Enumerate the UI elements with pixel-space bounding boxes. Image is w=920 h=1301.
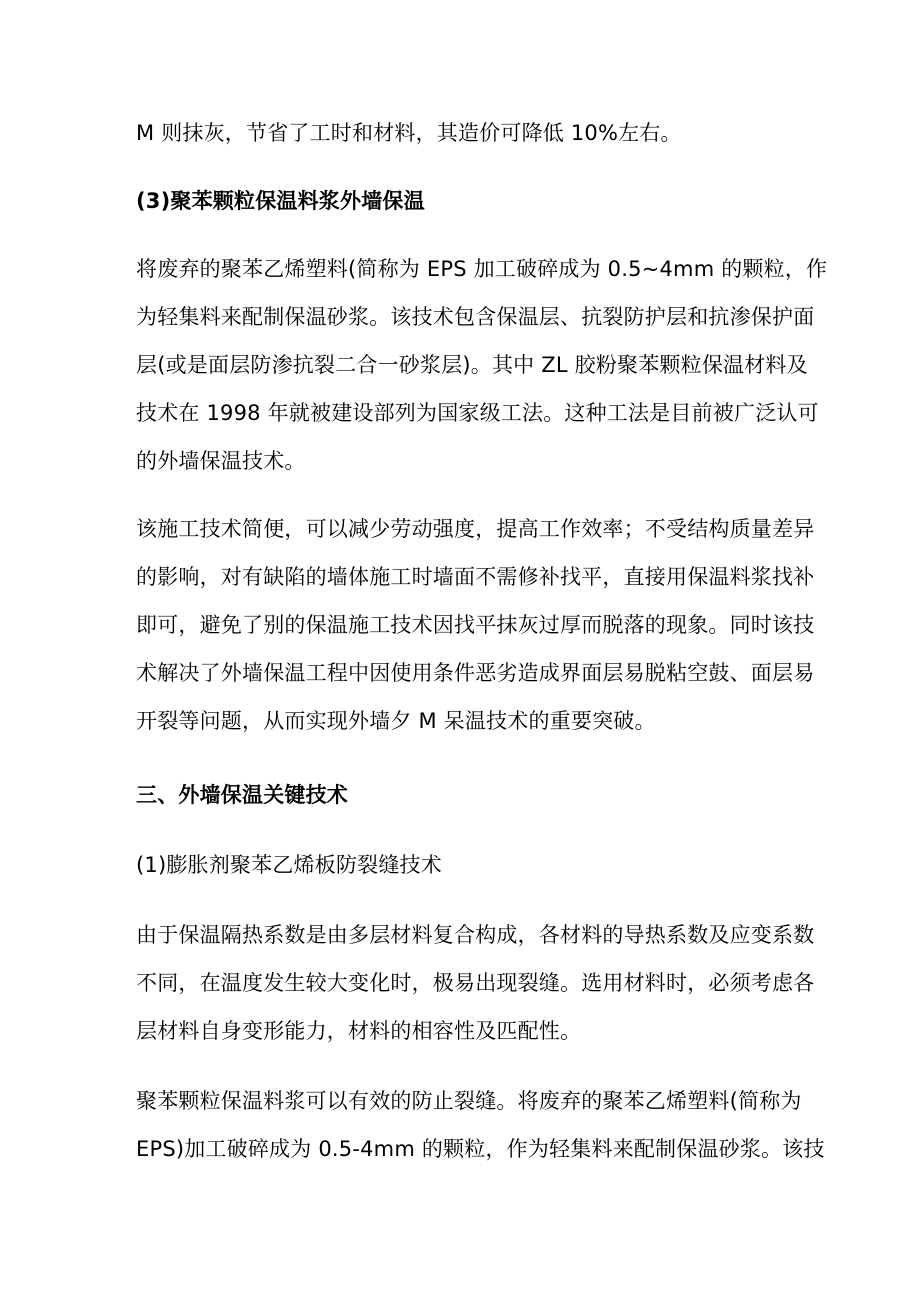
text-line: EPS)加工破碎成为 0.5-4mm 的颗粒，作为轻集料来配制保温砂浆。该技	[136, 1137, 825, 1161]
text-line: 即可，避免了别的保温施工技术因找平抹灰过厚而脱落的现象。同时该技	[136, 613, 815, 637]
text-line: 为轻集料来配制保温砂浆。该技术包含保温层、抗裂防护层和抗渗保护面	[136, 305, 815, 329]
text-line: 的外墙保温技术。	[136, 449, 306, 473]
text-line: M 则抹灰，节省了工时和材料，其造价可降低 10%左右。	[136, 121, 682, 145]
text-line: 技术在 1998 年就被建设部列为国家级工法。这种工法是目前被广泛认可	[136, 401, 819, 425]
text-line: 的影响，对有缺陷的墙体施工时墙面不需修补找平，直接用保温料浆找补	[136, 565, 815, 589]
text-line: 不同，在温度发生较大变化时，极易出现裂缝。选用材料时，必须考虑各	[136, 971, 815, 995]
paragraph-construction-advantages	[136, 505, 815, 745]
paragraph-cost-reduction	[136, 109, 786, 157]
text-line: 聚苯颗粒保温料浆可以有效的防止裂缝。将废弃的聚苯乙烯塑料(简称为	[136, 1089, 802, 1113]
text-line: 由于保温隔热系数是由多层材料复合构成，各材料的导热系数及应变系数	[136, 923, 815, 947]
heading-eps-slurry-insulation	[136, 177, 786, 225]
paragraph-eps-crack-prevention	[136, 1077, 825, 1173]
section-heading-key-technologies	[136, 771, 786, 819]
text-line: 该施工技术简便，可以减少劳动强度，提高工作效率；不受结构质量差异	[136, 517, 815, 541]
paragraph-thermal-coefficients	[136, 911, 815, 1055]
text-line: 层材料自身变形能力，材料的相容性及匹配性。	[136, 1019, 582, 1043]
subheading-text: (1)膨胀剂聚苯乙烯板防裂缝技术	[136, 853, 442, 877]
paragraph-eps-description	[136, 245, 828, 485]
text-line: 开裂等问题，从而实现外墙夕 M 呆温技术的重要突破。	[136, 709, 656, 733]
text-line: 术解决了外墙保温工程中因使用条件恶劣造成界面层易脱粘空鼓、面层易	[136, 661, 815, 685]
heading-text: (3)聚苯颗粒保温料浆外墙保温	[136, 189, 425, 213]
heading-text: 三、外墙保温关键技术	[136, 783, 348, 807]
text-line: 将废弃的聚苯乙烯塑料(简称为 EPS 加工破碎成为 0.5~4mm 的颗粒，作	[136, 257, 828, 281]
subheading-crack-prevention	[136, 841, 786, 889]
text-line: 层(或是面层防渗抗裂二合一砂浆层)。其中 ZL 胶粉聚苯颗粒保温材料及	[136, 353, 808, 377]
